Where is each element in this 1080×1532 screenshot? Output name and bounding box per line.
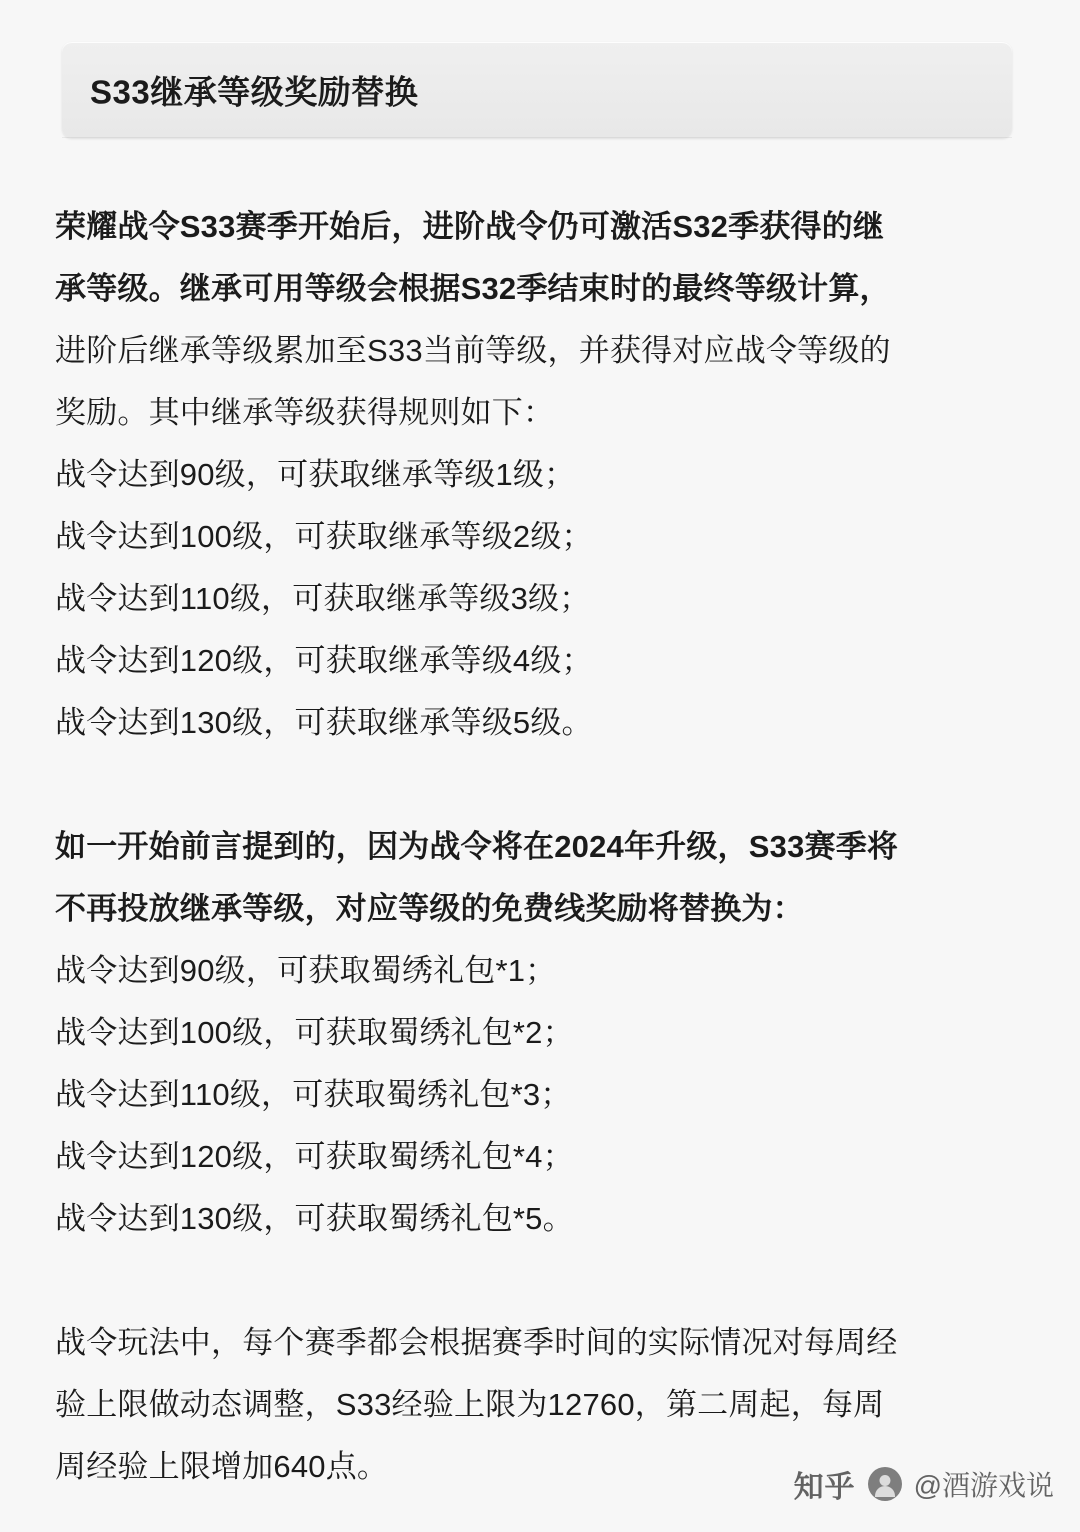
article-body xyxy=(55,196,1025,1498)
replacement-reward-level-120: 战令达到120级，可获取蜀绣礼包*4； xyxy=(55,1139,574,1174)
paragraph-3-line-1: 如一开始前言提到的，因为战令将在2024年升级，S33赛季将 xyxy=(55,829,899,864)
inherit-rule-level-130: 战令达到130级，可获取继承等级5级。 xyxy=(55,705,593,740)
paragraph-2-line-2: 奖励。其中继承等级获得规则如下： xyxy=(55,395,555,430)
section-header-card xyxy=(62,42,1012,138)
zhihu-logo: 知乎 xyxy=(793,1471,856,1504)
inherit-rule-level-90: 战令达到90级，可获取继承等级1级； xyxy=(55,457,576,492)
paragraph-gap-2 xyxy=(55,1250,1025,1312)
paragraph-5-line-1: 战令玩法中，每个赛季都会根据赛季时间的实际情况对每周经 xyxy=(55,1325,898,1360)
replacement-reward-level-110: 战令达到110级，可获取蜀绣礼包*3； xyxy=(55,1077,572,1112)
paragraph-1-line-1: 荣耀战令S33赛季开始后，进阶战令仍可激活S32季获得的继 xyxy=(55,209,885,244)
author-name: @酒游戏说 xyxy=(913,1470,1054,1501)
inherit-rule-level-110: 战令达到110级，可获取继承等级3级； xyxy=(55,581,591,616)
replacement-reward-level-100: 战令达到100级，可获取蜀绣礼包*2； xyxy=(55,1015,574,1050)
paragraph-1-line-2: 承等级。继承可用等级会根据S32季结束时的最终等级计算， xyxy=(55,271,891,306)
inherit-rule-level-120: 战令达到120级，可获取继承等级4级； xyxy=(55,643,593,678)
paragraph-5-line-2: 验上限做动态调整，S33经验上限为12760，第二周起，每周 xyxy=(55,1387,885,1422)
replacement-reward-level-90: 战令达到90级，可获取蜀绣礼包*1； xyxy=(55,953,557,988)
replacement-reward-level-130: 战令达到130级，可获取蜀绣礼包*5。 xyxy=(55,1201,574,1236)
inherit-rule-level-100: 战令达到100级，可获取继承等级2级； xyxy=(55,519,593,554)
paragraph-5-line-3: 周经验上限增加640点。 xyxy=(55,1449,389,1484)
avatar xyxy=(868,1467,902,1501)
page-title: S33继承等级奖励替换 xyxy=(90,73,419,111)
watermark xyxy=(794,1462,1054,1506)
paragraph-gap-1 xyxy=(55,754,1025,816)
paragraph-3-line-2: 不再投放继承等级，对应等级的免费线奖励将替换为： xyxy=(55,891,804,926)
paragraph-2-line-1: 进阶后继承等级累加至S33当前等级，并获得对应战令等级的 xyxy=(55,333,891,368)
